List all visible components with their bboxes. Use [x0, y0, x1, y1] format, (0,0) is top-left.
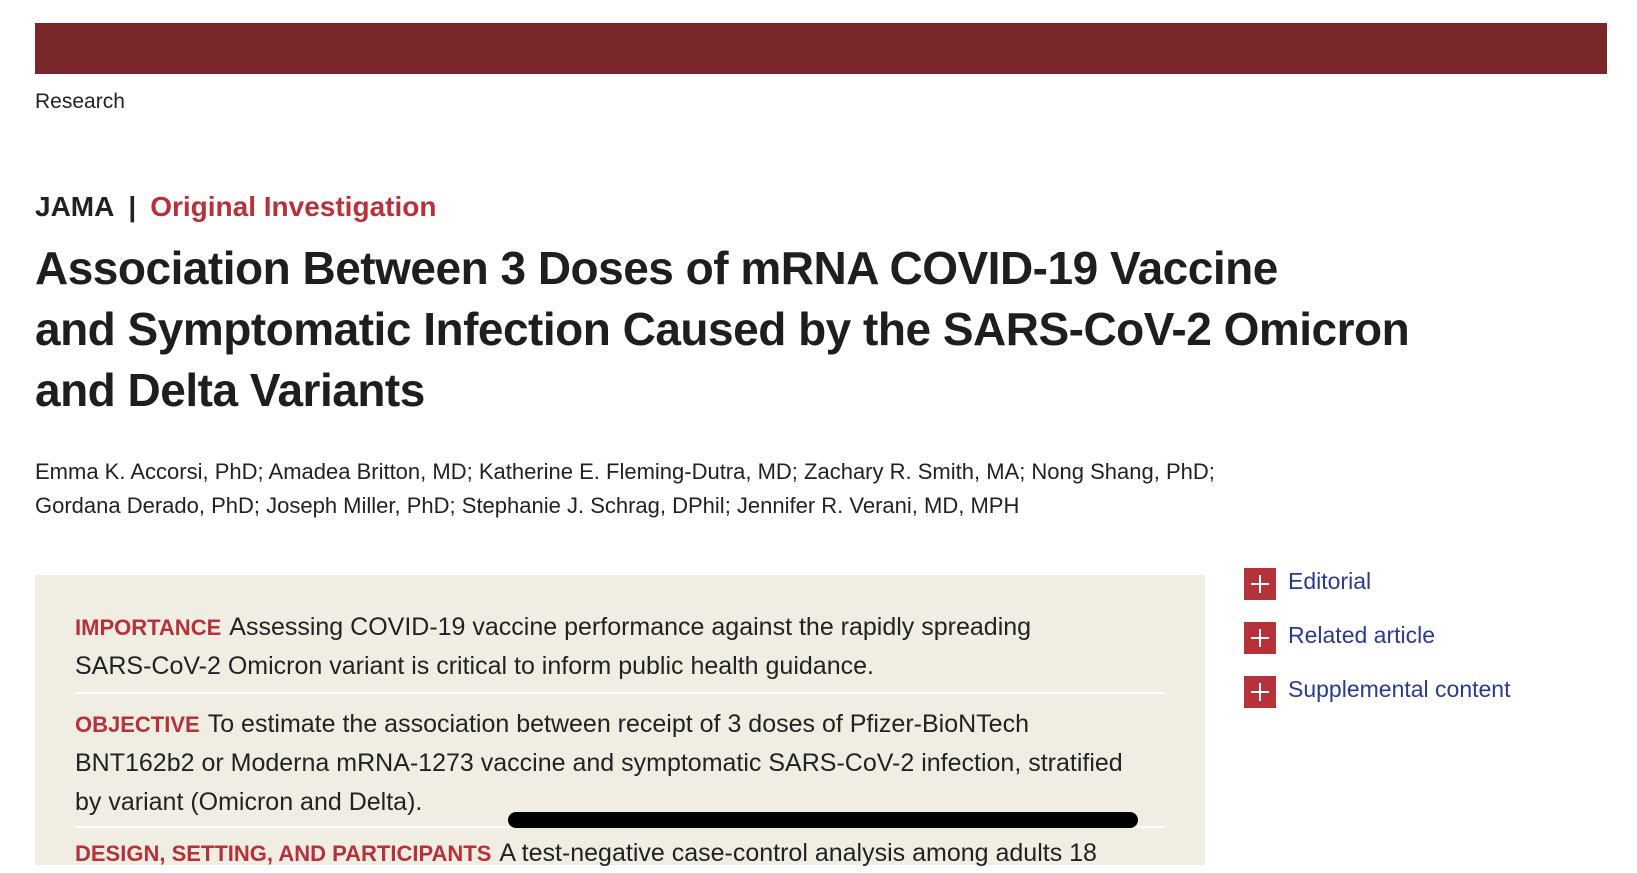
objective-heading: OBJECTIVE: [75, 712, 200, 737]
abstract-objective: [75, 705, 1165, 822]
section-label: Research: [35, 90, 125, 113]
plus-icon: [1244, 622, 1276, 654]
plus-icon: [1244, 676, 1276, 708]
top-banner: [35, 23, 1607, 74]
editorial-link[interactable]: [1244, 565, 1511, 597]
importance-heading: IMPORTANCE: [75, 615, 222, 640]
author-line: Gordana Derado, PhD; Joseph Miller, PhD; Stephanie J. Schrag, DPhil; Jennifer R. Verani, MD, MPH: [35, 493, 1020, 518]
design-text: A test-negative case-control analysis among adults 18: [499, 839, 1097, 867]
importance-text: Assessing COVID-19 vaccine performance against the rapidly spreading: [229, 613, 1032, 641]
journal-separator: |: [128, 191, 137, 222]
related-article-link-label: Related article: [1288, 621, 1436, 648]
journal-line: [35, 191, 436, 223]
article-type: Original Investigation: [150, 191, 437, 222]
title-line: and Symptomatic Infection Caused by the SARS-CoV-2 Omicron: [35, 303, 1410, 355]
author-line: Emma K. Accorsi, PhD; Amadea Britton, MD; Katherine E. Fleming-Dutra, MD; Zachary R. Smith, MA; Nong Shang, PhD;: [35, 459, 1215, 484]
supplemental-content-link-label: Supplemental content: [1288, 675, 1511, 702]
importance-text: SARS-CoV-2 Omicron variant is critical to inform public health guidance.: [75, 652, 874, 680]
design-heading: DESIGN, SETTING, AND PARTICIPANTS: [75, 841, 492, 866]
article-title: [35, 238, 1455, 421]
redaction-bar: [508, 812, 1138, 828]
journal-name: JAMA: [35, 191, 115, 222]
title-line: and Delta Variants: [35, 364, 425, 416]
supplemental-content-link[interactable]: [1244, 673, 1511, 705]
plus-icon: [1244, 568, 1276, 600]
editorial-link-label: Editorial: [1288, 567, 1372, 594]
objective-text: by variant (Omicron and Delta).: [75, 788, 423, 816]
objective-text: BNT162b2 or Moderna mRNA-1273 vaccine and symptomatic SARS-CoV-2 infection, stratified: [75, 749, 1123, 777]
abstract-design: [75, 834, 1165, 867]
author-list: [35, 455, 1215, 523]
related-links: [1244, 565, 1511, 727]
abstract-divider: [75, 692, 1165, 694]
objective-text: To estimate the association between receipt of 3 doses of Pfizer-BioNTech: [207, 710, 1029, 738]
title-line: Association Between 3 Doses of mRNA COVID-19 Vaccine: [35, 242, 1278, 294]
related-article-link[interactable]: [1244, 619, 1511, 651]
abstract-importance: [75, 608, 1165, 686]
